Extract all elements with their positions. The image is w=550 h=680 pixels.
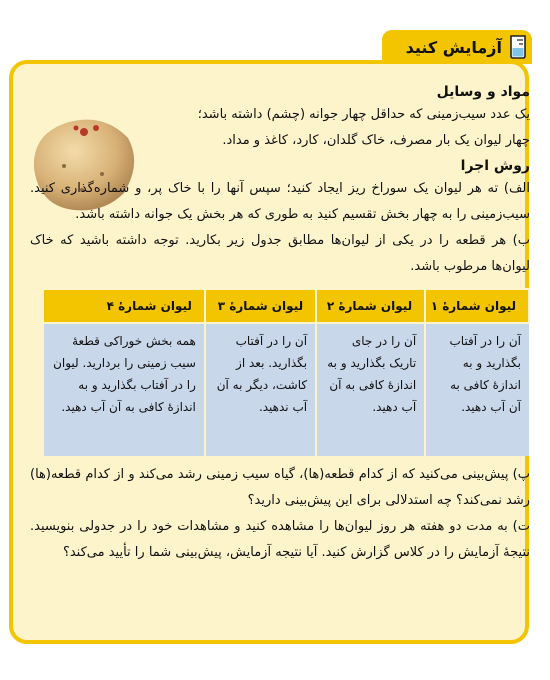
content — [30, 80, 530, 566]
step-be: ب) هر قطعه را در یکی از لیوان‌ها مطابق جدول زیر بکارید. توجه داشته باشید که خاک لیوان‌ها مرطوب باشد. — [30, 233, 530, 274]
materials-line-1: یک عدد سیب‌زمینی که حداقل چهار جوانه (چشم) داشته باشد؛ — [197, 107, 530, 122]
table-header-3: لیوان شمارۀ ۳ — [205, 289, 316, 323]
step-alef: الف) ته هر لیوان یک سوراخ ریز ایجاد کنید؛ سپس آنها را با خاک پر، و شماره‌گذاری کنید. سیب‌زمینی را به چهار بخش تقسیم کنید به طوری که هر بخش یک جوانه داشته باشد. — [30, 181, 530, 222]
table-cell-4: همه بخش خوراکی قطعۀ سیب زمینی را بردارید. لیوان را در آفتاب بگذارید و به اندازۀ کافی به آن آب دهید. — [43, 323, 205, 456]
section-title: آزمایش کنید — [405, 38, 502, 57]
table-cell-3: آن را در آفتاب بگذارید. بعد از کاشت، دیگر به آن آب ندهید. — [205, 323, 316, 456]
table-header-1: لیوان شمارۀ ۱ — [425, 289, 529, 323]
procedure-heading: روش اجرا — [460, 158, 530, 174]
table-header-row — [43, 289, 529, 323]
table-row — [43, 323, 529, 456]
question-te: ت) به مدت دو هفته هر روز لیوان‌ها را مشاهده کنید و مشاهدات خود را در جدولی بنویسید. نتیجۀ آزمایش را در کلاس گزارش کنید. آیا نتیجه آزمایش، پیش‌بینی شما را تأیید می‌کند؟ — [30, 519, 530, 560]
materials-line-2: چهار لیوان یک بار مصرف، خاک گلدان، کارد، کاغذ و مداد. — [222, 133, 530, 148]
question-pe: پ) پیش‌بینی می‌کنید که از کدام قطعه(ها)، گیاه سیب زمینی رشد می‌کند و از کدام قطعه(ها) رشد نمی‌کند؟ چه استدلالی برای این پیش‌بینی دارید؟ — [30, 467, 530, 508]
table-header-2: لیوان شمارۀ ۲ — [316, 289, 425, 323]
table-header-4: لیوان شمارۀ ۴ — [43, 289, 205, 323]
experiment-table — [42, 288, 530, 456]
beaker-icon — [506, 34, 530, 60]
table-cell-1: آن را در آفتاب بگذارید و به اندازۀ کافی به آن آب دهید. — [425, 323, 529, 456]
materials-heading: مواد و وسایل — [436, 84, 530, 100]
table-cell-2: آن را در جای تاریک بگذارید و به اندازۀ کافی به آن آب دهید. — [316, 323, 425, 456]
